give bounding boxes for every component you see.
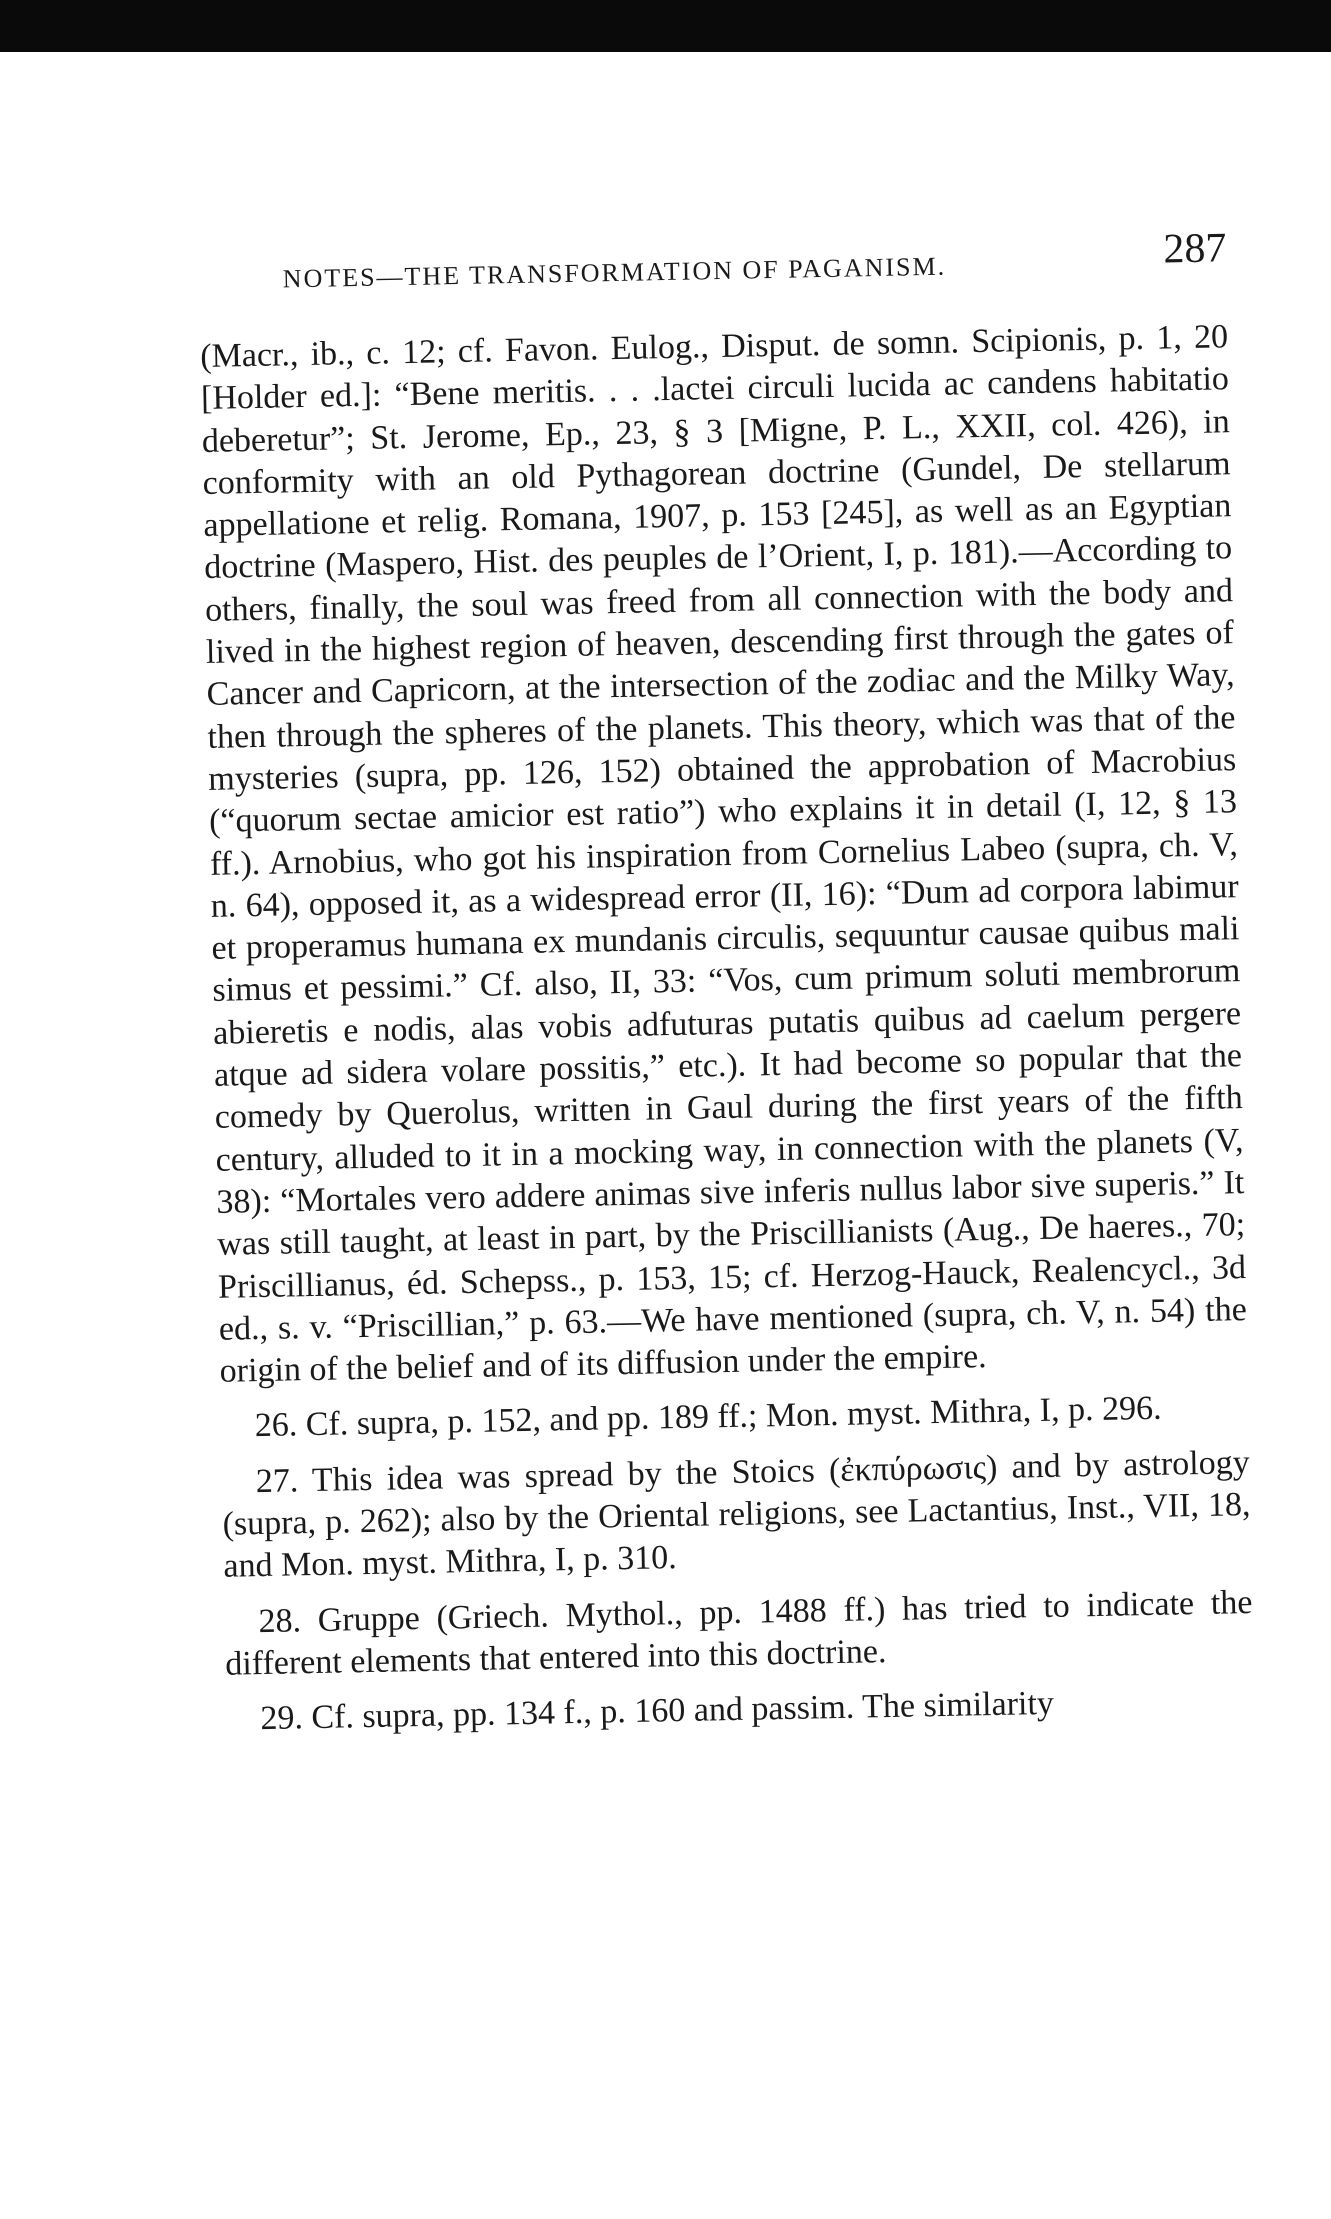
note-26: 26. Cf. supra, p. 152, and pp. 189 ff.; Mon. myst. Mithra, I, p. 296.	[254, 1390, 1162, 1445]
scan-top-border	[0, 0, 1331, 52]
notes-body	[200, 316, 1255, 1741]
book-page	[198, 220, 1255, 1754]
note-29: 29. Cf. supra, pp. 134 f., p. 160 and passim. The similarity	[260, 1685, 1055, 1738]
note-25-continued: (Macr., ib., c. 12; cf. Favon. Eulog., Disput. de somn. Scipionis, p. 1, 20 [Holder ed.]: “Bene meritis. . . .lactei circuli lucida ac candens habitatio deberetur”; St. Jerome, Ep., 23, § 3 [Migne, P. L., XXII, col. 426), in conformity with an old Pythagorean doctrine (Gundel, De stellarum appellatione et relig. Romana, 1907, p. 153 [245], as well as an Egyptian doctrine (Maspero, Hist. des peuples de l’Orient, I, p. 181).—According to others, finally, the soul was freed from all connection with the body and lived in the highest region of heaven, descending first through the gates of Cancer and Capricorn, at the intersection of the zodiac and the Milky Way, then through the spheres of the planets. This theory, which was that of the mysteries (supra, pp. 126, 152) obtained the approbation of Macrobius (“quorum sectae amicior est ratio”) who explains it in detail (I, 12, § 13 ff.). Arnobius, who got his inspiration from Cornelius Labeo (supra, ch. V, n. 64), opposed it, as a widespread error (II, 16): “Dum ad corpora labimur et properamus humana ex mundanis circulis, sequuntur causae quibus mali simus et pessimi.” Cf. also, II, 33: “Vos, cum primum soluti membrorum abieretis e nodis, alas vobis adfuturas putatis quibus ad caelum pergere atque ad sidera volare possitis,” etc.). It had become so popular that the comedy by Querolus, written in Gaul during the first years of the fifth century, alluded to it in a mocking way, in connection with the planets (V, 38): “Mortales vero addere animas sive inferis nullus labor sive superis.” It was still taught, at least in part, by the Priscillianists (Aug., De haeres., 70; Priscillianus, éd. Schepss., p. 153, 15; cf. Herzog-Hauck, Realencycl., 3d ed., s. v. “Priscillian,” p. 63.—We have mentioned (supra, ch. V, n. 54) the origin of the belief and of its diffusion under the empire.	[199, 318, 1248, 1390]
page-number: 287	[1162, 225, 1227, 273]
running-head: NOTES—THE TRANSFORMATION OF PAGANISM.	[282, 251, 947, 294]
note-28: 28. Gruppe (Griech. Mythol., pp. 1488 ff.) has tried to indicate the different elements that entered into this doctrine.	[224, 1583, 1253, 1683]
page-header	[198, 220, 1227, 302]
note-27: 27. This idea was spread by the Stoics (ἐκπύρωσις) and by astrology (supra, p. 262); also by the Oriental religions, see Lactantius, Inst., VII, 18, and Mon. myst. Mithra, I, p. 310.	[222, 1443, 1251, 1586]
